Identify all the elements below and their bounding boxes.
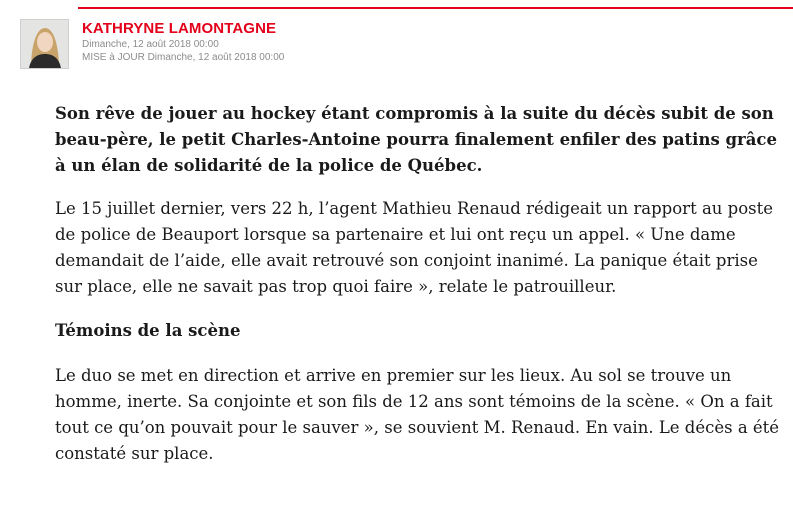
article-subheading: Témoins de la scène [55,321,241,340]
updated-date: MISE à JOUR Dimanche, 12 août 2018 00:00 [82,52,285,63]
article-paragraph-1: Le 15 juillet dernier, vers 22 h, l’agent Mathieu Renaud rédigeait un rapport au poste de police de Beauport lorsque sa partenaire et lui ont reçu un appel. « Une dame demandait de l’aide, elle avait retrouvé son conjoint inanimé. La panique était prise sur place, elle ne savait pas trop quoi faire », relate le patrouilleur. [55,199,774,296]
author-name[interactable]: KATHRYNE LAMONTAGNE [82,20,277,37]
published-date: Dimanche, 12 août 2018 00:00 [82,39,219,50]
article-paragraph-2: Le duo se met en direction et arrive en premier sur les lieux. Au sol se trouve un homme, inerte. Sa conjointe et son fils de 12 ans sont témoins de la scène. « On a fait tout ce qu’on pouvait pour le sauver », se souvient M. Renaud. En vain. Le décès a été constaté sur place. [55,366,780,463]
header-divider [78,7,793,9]
author-avatar[interactable] [20,19,69,69]
article-lead: Son rêve de jouer au hockey étant compromis à la suite du décès subit de son beau-père, le petit Charles-Antoine pourra finalement enfiler des patins grâce à un élan de solidarité de la police de Québec. [55,104,777,175]
author-portrait-icon [21,20,68,68]
article-body [55,101,780,467]
